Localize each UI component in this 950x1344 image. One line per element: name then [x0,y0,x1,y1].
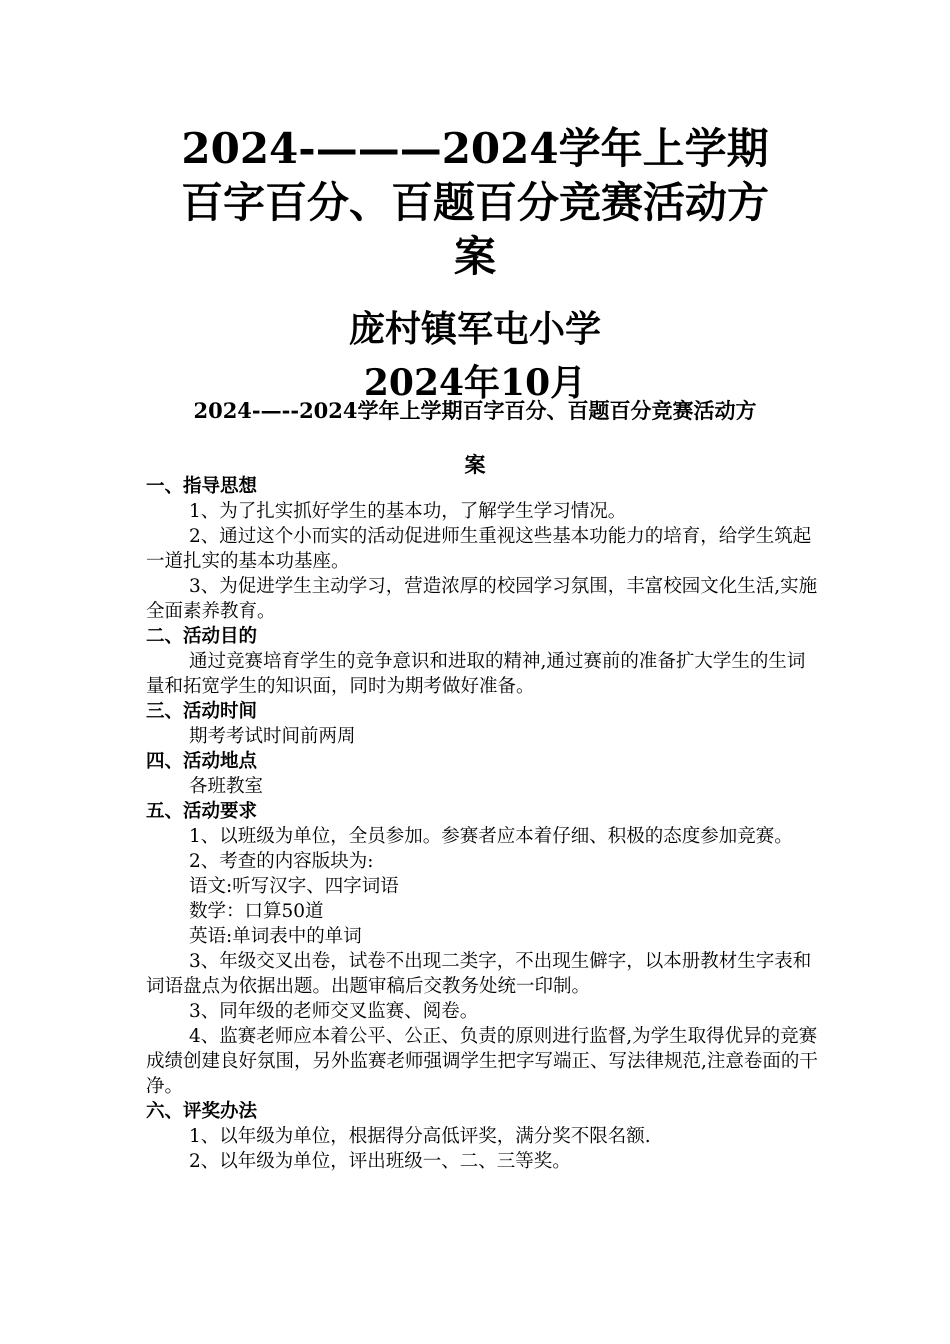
cover-title-block [0,122,950,406]
paragraph: 2、通过这个小而实的活动促进师生重视这些基本功能力的培育，给学生筑起一道扎实的基本功基座。 [146,526,812,572]
cover-title-line-1: 2024-———2024学年上学期 [181,124,769,173]
paragraph: 2、考查的内容版块为: [189,851,374,872]
paragraph: 期考考试时间前两周 [189,726,356,747]
cover-title-line-3: 案 [453,232,496,281]
section-heading-purpose: 二、活动目的 [146,626,258,647]
section-heading-location: 四、活动地点 [146,751,258,772]
section-heading-guiding-ideology: 一、指导思想 [146,476,258,497]
paragraph: 数学：口算50道 [189,901,324,922]
paragraph: 通过竞赛培育学生的竞争意识和进取的精神,通过赛前的准备扩大学生的生词量和拓宽学生的知识面，同时为期考做好准备。 [146,651,806,697]
cover-title-line-2: 百字百分、百题百分竞赛活动方 [180,178,769,227]
paragraph: 4、监赛老师应本着公平、公正、负责的原则进行监督,为学生取得优异的竞赛成绩创建良好氛围，另外监赛老师强调学生把字写端正、写法律规范,注意卷面的干净。 [146,1026,818,1097]
paragraph: 语文:听写汉字、四字词语 [189,876,399,897]
paragraph: 1、为了扎实抓好学生的基本功，了解学生学习情况。 [189,501,627,522]
paragraph: 各班教室 [189,776,264,797]
section-heading-awards: 六、评奖办法 [146,1101,258,1122]
document-body [146,474,822,1174]
cover-date: 2024年10月 [363,362,587,404]
paragraph: 1、以年级为单位，根据得分高低评奖，满分奖不限名额. [189,1126,651,1147]
paragraph: 1、以班级为单位，全员参加。参赛者应本着仔细、积极的态度参加竞赛。 [189,826,793,847]
paragraph: 3、同年级的老师交叉监赛、阅卷。 [189,1001,479,1022]
paragraph: 3、年级交叉出卷，试卷不出现二类字，不出现生僻字，以本册教材生字表和词语盘点为依据出题。出题审稿后交教务处统一印制。 [146,951,812,997]
document-heading-line-1: 2024-—--2024学年上学期百字百分、百题百分竞赛活动方 [193,398,757,423]
paragraph: 英语:单词表中的单词 [189,926,362,947]
document-heading-line-2: 案 [464,452,486,477]
section-heading-time: 三、活动时间 [146,701,258,722]
section-heading-requirements: 五、活动要求 [146,801,258,822]
school-name: 庞村镇军屯小学 [348,308,601,350]
paragraph: 2、以年级为单位，评出班级一、二、三等奖。 [189,1151,571,1172]
paragraph: 3、为促进学生主动学习，营造浓厚的校园学习氛围，丰富校园文化生活,实施全面素养教育。 [146,576,818,622]
